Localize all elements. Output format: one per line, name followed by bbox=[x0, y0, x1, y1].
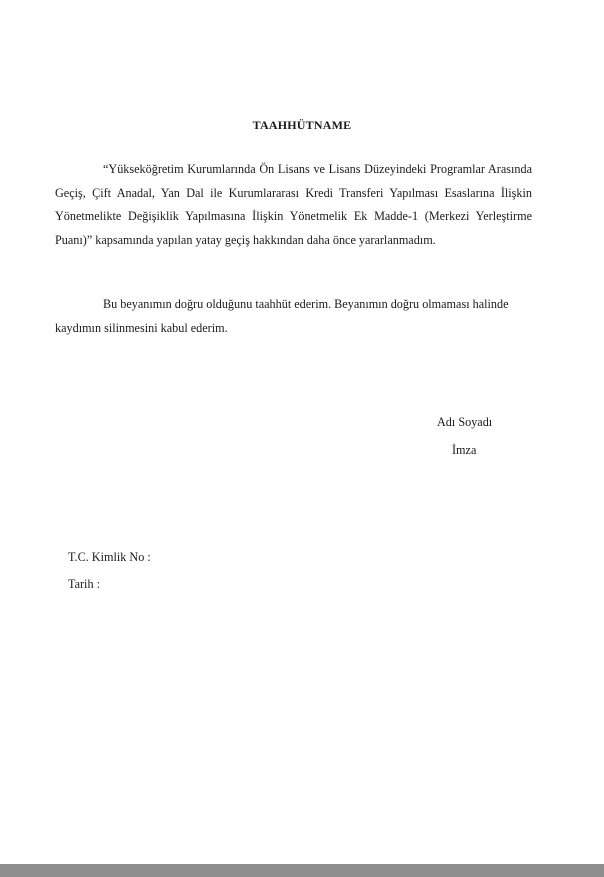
tc-id-label: T.C. Kimlik No : bbox=[68, 550, 151, 564]
commitment-paragraph: “Yükseköğretim Kurumlarında Ön Lisans ve Lisans Düzeyindeki Programlar Arasında Geçiş, Çift Anadal, Yan Dal ile Kurumlararası Kredi Transferi Yapılması Esaslarına İlişkin Yönetmelikte Değişiklik Yapılmasına İlişkin Yönetmelik Ek Madde-1 (Merkezi Yerleştirme Puanı)” kapsamında yapılan yatay geçiş hakkından daha önce yararlanmadım. bbox=[55, 162, 532, 247]
document-title: TAAHHÜTNAME bbox=[252, 118, 352, 132]
date-label: Tarih : bbox=[68, 577, 100, 591]
viewer-bottom-bar bbox=[0, 864, 604, 877]
signature-label: İmza bbox=[452, 443, 477, 457]
signature-name-label: Adı Soyadı bbox=[437, 415, 493, 429]
declaration-paragraph: Bu beyanımın doğru olduğunu taahhüt ederim. Beyanımın doğru olmaması halinde kaydımın silinmesini kabul ederim. bbox=[55, 297, 509, 335]
